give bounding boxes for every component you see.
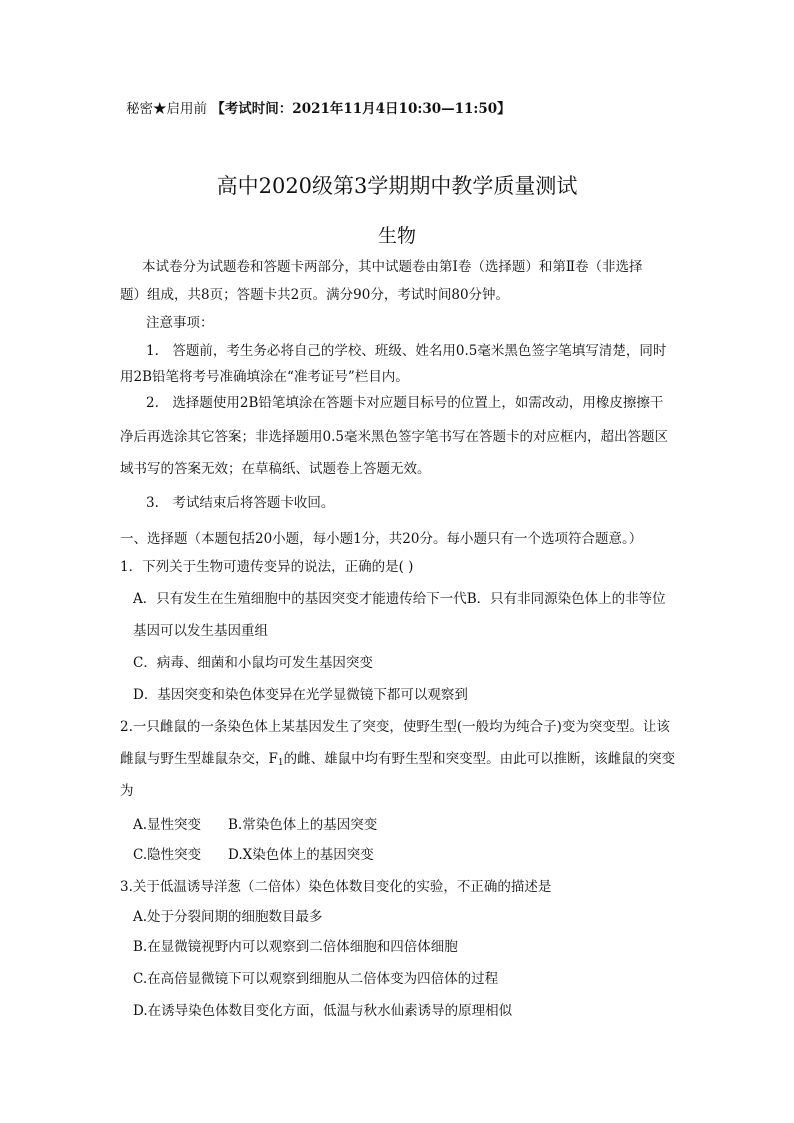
note-1-line-1: 1. 答题前，考生务必将自己的学校、班级、姓名用0.5毫米黑色签字笔填写清楚，同时 — [146, 343, 667, 359]
f1-subscript: 1 — [277, 758, 284, 768]
header-line — [126, 100, 511, 118]
question-1-option-b-continued: 基因可以发生基因重组 — [133, 623, 268, 639]
note-2-line-1: 2. 选择题使用2B铅笔填涂在答题卡对应题目标号的位置上，如需改动，用橡皮擦擦干 — [146, 395, 664, 411]
intro-line-1: 本试卷分为试题卷和答题卡两部分，其中试题卷由第Ⅰ卷（选择题）和第Ⅱ卷（非选择 — [142, 259, 643, 275]
question-3-option-a: A.处于分裂间期的细胞数目最多 — [133, 909, 323, 925]
question-2-line-3: 为 — [120, 783, 134, 799]
subject-title: 生物 — [377, 225, 416, 247]
question-3-option-c: C.在高倍显微镜下可以观察到细胞从二倍体变为四倍体的过程 — [133, 971, 499, 987]
question-1-option-a-b: A．只有发生在生殖细胞中的基因突变才能遗传给下一代B．只有非同源染色体上的非等位 — [133, 591, 666, 607]
question-2-option-a: A.显性突变 — [133, 817, 202, 833]
question-1-option-d: D．基因突变和染色体变异在光学显微镜下都可以观察到 — [133, 687, 468, 703]
question-3-option-b: B.在显微镜视野内可以观察到二倍体细胞和四倍体细胞 — [133, 939, 458, 955]
note-2-line-2: 净后再选涂其它答案；非选择题用0.5毫米黑色签字笔书写在答题卡的对应框内，超出答题区 — [120, 429, 668, 445]
question-3-option-d: D.在诱导染色体数目变化方面，低温与秋水仙素诱导的原理相似 — [133, 1003, 513, 1019]
confidential-label: 秘密★启用前 — [126, 101, 207, 117]
exam-time: 【考试时间：2021年11月4日10:30—11:50】 — [211, 101, 511, 117]
intro-line-2: 题）组成，共8页；答题卡共2页。满分90分，考试时间80分钟。 — [120, 287, 510, 303]
page-title: 高中2020级第3学期期中教学质量测试 — [216, 174, 578, 198]
question-2-option-c: C.隐性突变 — [133, 847, 202, 863]
question-2-line-2 — [120, 750, 675, 772]
question-2-line-2-post: 的雌、雄鼠中均有野生型和突变型。由此可以推断，该雌鼠的突变 — [283, 751, 676, 767]
question-1-option-c: C．病毒、细菌和小鼠均可发生基因突变 — [133, 655, 373, 671]
question-2-option-d: D.X染色体上的基因突变 — [228, 847, 374, 863]
question-3-stem: 3.关于低温诱导洋葱（二倍体）染色体数目变化的实验，不正确的描述是 — [120, 879, 552, 895]
note-2-line-3: 域书写的答案无效；在草稿纸、试题卷上答题无效。 — [120, 461, 431, 477]
question-2-option-b: B.常染色体上的基因突变 — [228, 817, 378, 833]
section-1-heading: 一、选择题（本题包括20小题，每小题1分，共20分。每小题只有一个选项符合题意。） — [120, 531, 643, 547]
notes-heading: 注意事项： — [146, 315, 214, 331]
question-2-line-1: 2.一只雌鼠的一条染色体上某基因发生了突变，使野生型(一般均为纯合子)变为突变型。让该 — [120, 719, 670, 735]
note-3: 3. 考试结束后将答题卡收回。 — [146, 495, 335, 511]
question-1-stem: 1．下列关于生物可遗传变异的说法，正确的是( ) — [120, 559, 414, 575]
question-2-line-2-pre: 雌鼠与野生型雄鼠杂交，F — [120, 751, 278, 767]
note-1-line-2: 用2B铅笔将考号准确填涂在“准考证号”栏目内。 — [120, 369, 409, 385]
